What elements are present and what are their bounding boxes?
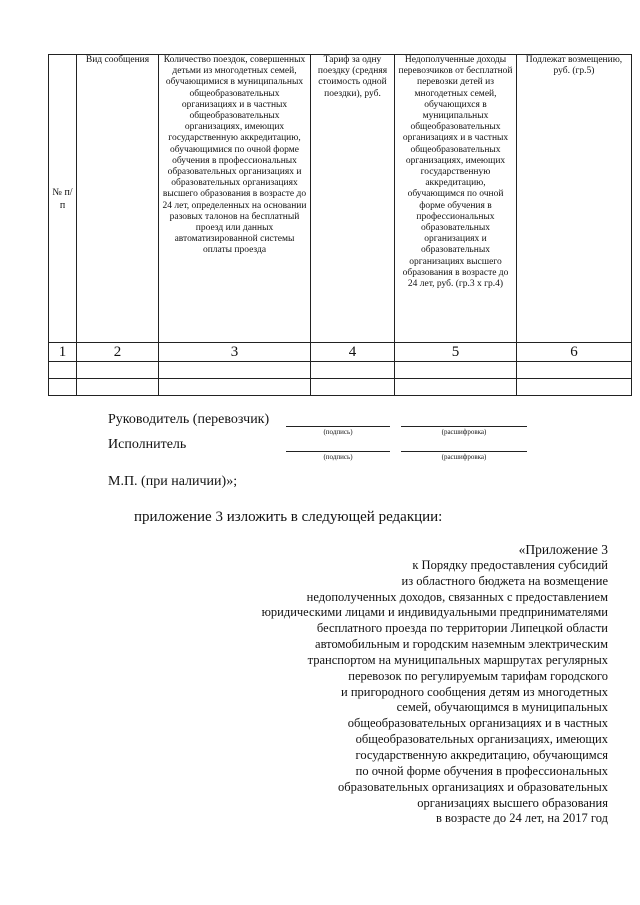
column-number: 2 xyxy=(77,343,159,362)
column-number: 1 xyxy=(49,343,77,362)
appendix-line: в возрасте до 24 лет, на 2017 год xyxy=(436,811,608,826)
stamp-placeholder: М.П. (при наличии)»; xyxy=(108,474,238,489)
table-cell xyxy=(395,362,517,379)
appendix-line: и пригородного сообщения детям из многодетных xyxy=(341,684,608,699)
table-cell xyxy=(159,379,311,396)
header-lost-income: Недополученные доходы перевозчиков от бесплатной перевозки детей из многодетных семей, обучающихся в муниципальных общеобразовательных организациях и в частных общеобразовательных организациях, имеющих государственную аккредитацию, обучающимся по очной форме обучения в профессиональных образовательных организациях и образовательных организациях высшего образования в возрасте до 24 лет, руб. (гр.3 х гр.4) xyxy=(395,55,517,343)
table-header-row xyxy=(49,55,632,343)
executor-transcript-caption: (расшифровка) xyxy=(441,453,487,461)
appendix-line: автомобильным и городским наземным электрическим xyxy=(315,637,608,652)
appendix-line: образовательных организациях и образовательных xyxy=(337,779,608,794)
appendix-heading xyxy=(188,542,608,827)
header-reimbursement: Подлежат возмещению, руб. (гр.5) xyxy=(517,55,632,343)
amendment-lead-text: приложение 3 изложить в следующей редакции: xyxy=(134,509,443,525)
column-number: 6 xyxy=(517,343,632,362)
table-cell xyxy=(517,379,632,396)
table-cell xyxy=(77,379,159,396)
table-cell xyxy=(159,362,311,379)
manager-transcript-line xyxy=(401,426,527,427)
column-number-row xyxy=(49,343,632,362)
appendix-line: общеобразовательных организациях и в частных xyxy=(347,716,608,731)
header-service-type: Вид сообщения xyxy=(77,55,159,343)
column-number: 4 xyxy=(311,343,395,362)
table-row xyxy=(49,362,632,379)
table-cell xyxy=(77,362,159,379)
manager-signature-caption: (подпись) xyxy=(323,428,353,436)
executor-label: Исполнитель xyxy=(108,437,187,452)
appendix-line: по очной форме обучения в профессиональных xyxy=(355,763,608,778)
executor-signature-line xyxy=(286,451,390,452)
appendix-line: перевозок по регулируемым тарифам городского xyxy=(348,668,608,683)
appendix-line: недополученных доходов, связанных с предоставлением xyxy=(306,589,608,604)
manager-transcript-caption: (расшифровка) xyxy=(441,428,487,436)
appendix-line: общеобразовательных организациях, имеющих xyxy=(355,732,608,747)
column-number: 3 xyxy=(159,343,311,362)
header-tariff: Тариф за одну поездку (средняя стоимость одной поездки), руб. xyxy=(311,55,395,343)
manager-label: Руководитель (перевозчик) xyxy=(108,412,270,427)
appendix-line: к Порядку предоставления субсидий xyxy=(412,557,608,572)
appendix-line: из областного бюджета на возмещение xyxy=(401,573,608,588)
table-cell xyxy=(395,379,517,396)
appendix-line: бесплатного проезда по территории Липецкой области xyxy=(316,621,608,636)
appendix-line: семей, обучающимся в муниципальных xyxy=(396,700,608,715)
appendix-line: «Приложение 3 xyxy=(518,542,608,557)
column-number: 5 xyxy=(395,343,517,362)
appendix-line: транспортом на муниципальных маршрутах регулярных xyxy=(307,652,608,667)
manager-signature-line xyxy=(286,426,390,427)
table-row xyxy=(49,379,632,396)
compensation-table xyxy=(48,54,632,396)
table-cell xyxy=(311,362,395,379)
appendix-line: государственную аккредитацию, обучающимся xyxy=(355,747,608,762)
table-cell xyxy=(49,379,77,396)
header-number: № п/п xyxy=(49,55,77,343)
table-cell xyxy=(517,362,632,379)
table-cell xyxy=(311,379,395,396)
appendix-line: организациях высшего образования xyxy=(417,795,608,810)
executor-transcript-line xyxy=(401,451,527,452)
header-trip-count: Количество поездок, совершенных детьми из многодетных семей, обучающимися в муниципальных общеобразовательных организациях и в частных общеобразовательных организациях, имеющих государственную аккредитацию, обучающимися по очной форме обучения в профессиональных образовательных организациях и образовательных организациях высшего образования в возрасте до 24 лет, определенных на основании разовых талонов на бесплатный проезд или данных автоматизированной системы оплаты проезда xyxy=(159,55,311,343)
appendix-line: юридическими лицами и индивидуальными предпринимателями xyxy=(261,605,608,620)
executor-signature-caption: (подпись) xyxy=(323,453,353,461)
table-cell xyxy=(49,362,77,379)
